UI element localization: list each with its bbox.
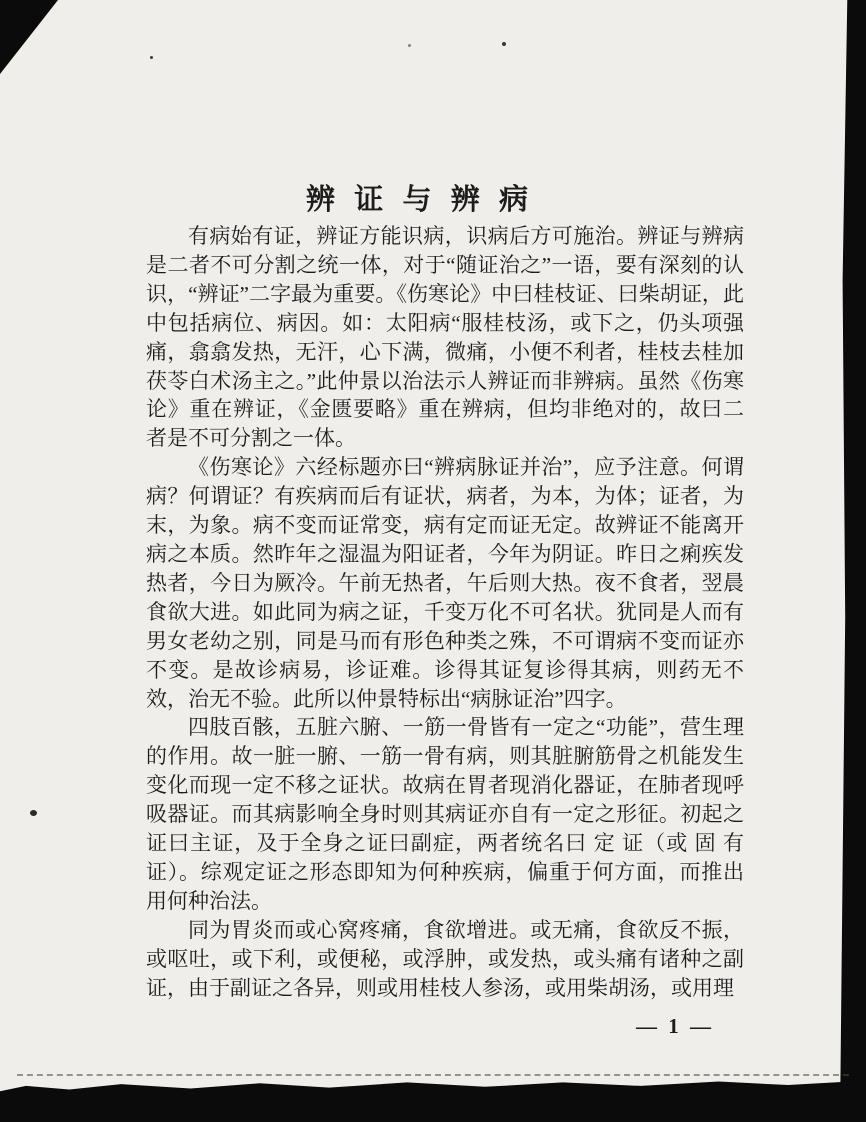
scan-speck <box>30 810 37 816</box>
scan-corner-artifact <box>0 0 58 74</box>
paragraph: 四肢百骸，五脏六腑、一筋一骨皆有一定之“功能”，营生理的作用。故一脏一腑、一筋一骨有病，则其脏腑筋骨之机能发生变化而现一定不移之证状。故病在胃者现消化器证，在肺者现呼吸器证。而其病影响全身时则其病证亦自有一定之形征。初起之证曰主证，及于全身之证曰副症，两者统名曰 定 证（或 固 有证）。综观定证之形态即知为何种疾病，偏重于何方面，而推出用何种治法。 <box>146 715 744 913</box>
scan-right-edge-artifact <box>840 0 866 1122</box>
paragraph: 《伤寒论》六经标题亦曰“辨病脉证并治”，应予注意。何谓病？何谓证？有疾病而后有证状，病者，为本，为体；证者，为末，为象。病不变而证常变，病有定而证无定。故辨证不能离开病之本质。然昨年之湿温为阳证者，今年为阴证。昨日之痢疾发热者，今日为厥冷。午前无热者，午后则大热。夜不食者，翌晨食欲大进。如此同为病之证，千变万化不可名状。犹同是人而有男女老幼之别，同是马而有形色种类之殊，不可谓病不变而证亦不变。是故诊病易，诊证难。诊得其证复诊得其病，则药无不效，治无不验。此所以仲景特标出“病脉证治”四字。 <box>146 455 744 711</box>
scan-bottom-dash-artifact <box>17 1074 848 1076</box>
paragraph: 有病始有证，辨证方能识病，识病后方可施治。辨证与辨病是二者不可分割之统一体，对于“随证治之”一语，要有深刻的认识，“辨证”二字最为重要。《伤寒论》中曰桂枝证、曰柴胡证，此中包括病位、病因。如：太阳病“服桂枝汤，或下之，仍头项强痛，翕翕发热，无汗，心下满，微痛，小便不利者，桂枝去桂加茯苓白术汤主之。”此仲景以治法示人辨证而非辨病。虽然《伤寒论》重在辨证，《金匮要略》重在辨病，但均非绝对的，故曰二者是不可分割之一体。 <box>146 224 744 451</box>
scan-speck <box>408 44 411 47</box>
page-title: 辨 证 与 辨 病 <box>305 184 534 217</box>
body-text <box>146 222 744 1002</box>
scan-speck <box>150 56 153 59</box>
page-number: — 1 — <box>636 1014 714 1038</box>
paragraph: 同为胃炎而或心窝疼痛，食欲增进。或无痛，食欲反不振，或呕吐，或下利，或便秘，或浮肿，或发热，或头痛有诸种之副证，由于副证之各异，则或用桂枝人参汤，或用柴胡汤，或用理 <box>146 917 744 1000</box>
scan-bottom-edge-artifact <box>0 1078 866 1122</box>
scan-speck <box>502 42 506 46</box>
